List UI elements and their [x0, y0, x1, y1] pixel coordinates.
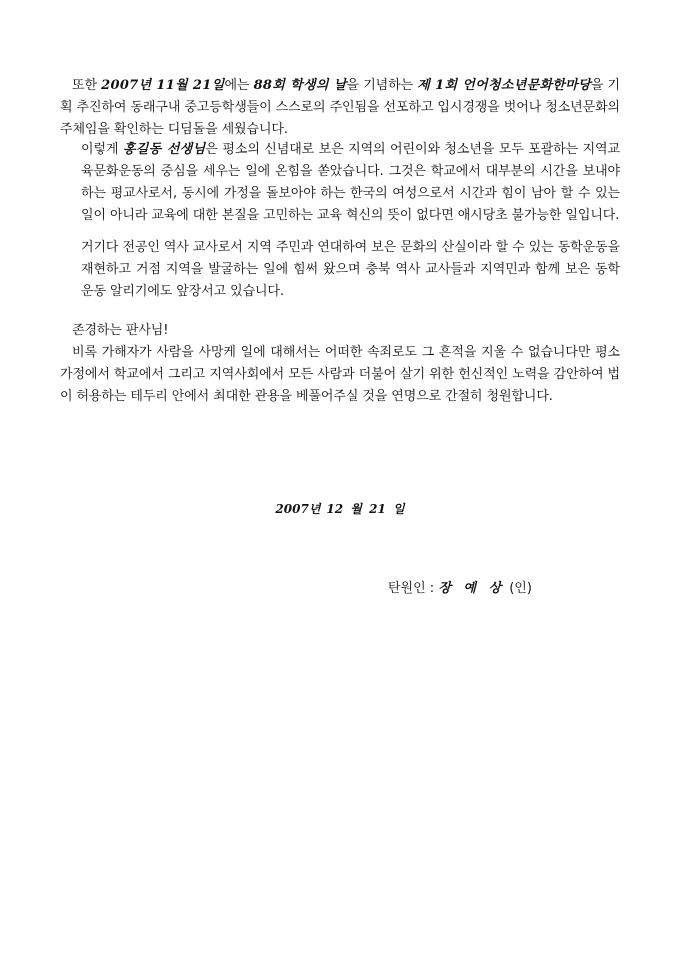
paragraph-plea: 비록 가해자가 사람을 사망케 일에 대해서는 어떠한 속죄로도 그 흔적을 지울 수 없습니다만 평소 가정에서 학교에서 그리고 지역사회에서 모든 사람과 더불어 살기 위한 헌신적인 노력을 감안하여 법이 허용하는 테두리 안에서 최대한 관용을 베풀어주실 것을 연명으로 간절히 청원합니다. [60, 345, 620, 404]
date-month: 12 월 [326, 502, 362, 516]
signer-label: 탄원인 : [388, 581, 439, 596]
paragraph-festival [60, 75, 620, 141]
letter-date [0, 500, 680, 518]
signer-line [388, 580, 532, 598]
paragraph-history-teacher: 거기다 전공인 역사 교사로서 지역 주민과 연대하여 보은 문화의 산실이라 할 수 있는 동학운동을 재현하고 거점 지역을 발굴하는 일에 힘써 왔으며 충북 역사 교사들과 지역민과 함께 보은 동학 운동 알리기에도 앞장서고 있습니다. [81, 240, 620, 299]
text-segment: 을 기획 추진하여 동래구내 중고등학생들이 스스로의 주인됨을 선포하고 입시경쟁을 벗어나 청소년문화의 주체임을 확인하는 디딤돌을 세웠습니다. [60, 78, 621, 137]
seal-mark: (인) [505, 581, 532, 596]
paragraph-teacher-work [81, 139, 620, 227]
salutation: 존경하는 판사님! [72, 323, 169, 338]
date-year: 2007년 [275, 502, 321, 516]
signer-name: 장 예 상 [438, 581, 506, 596]
text-segment: 또한 [72, 78, 102, 93]
text-segment: 에는 [224, 78, 254, 93]
text-segment: 을 기념하는 [346, 78, 418, 93]
date-day: 21 일 [369, 502, 405, 516]
emphasized-anniversary: 88회 학생의 날 [253, 78, 347, 93]
emphasized-date: 2007년 11월 21일 [101, 78, 225, 93]
emphasized-festival-name: 제 1회 언어청소년문화한마당 [417, 78, 591, 93]
emphasized-teacher-name: 홍길동 선생님 [122, 142, 206, 157]
text-segment: 은 평소의 신념대로 보은 지역의 어린이와 청소년을 모두 포괄하는 지역교육문화운동의 중심을 세우는 일에 온힘을 쏟았습니다. 그것은 학교에서 대부분의 시간을 보내야 하는 평교사로서, 동시에 가정을 돌보아야 하는 한국의 여성으로서 시간과 힘이 남아 할 수 있는 일이 아니라 교육에 대한 본질을 고민하는 교육 혁신의 뜻이 없다면 애시당초 불가능한 일입니다. [81, 142, 620, 223]
text-segment: 이렇게 [81, 142, 123, 157]
